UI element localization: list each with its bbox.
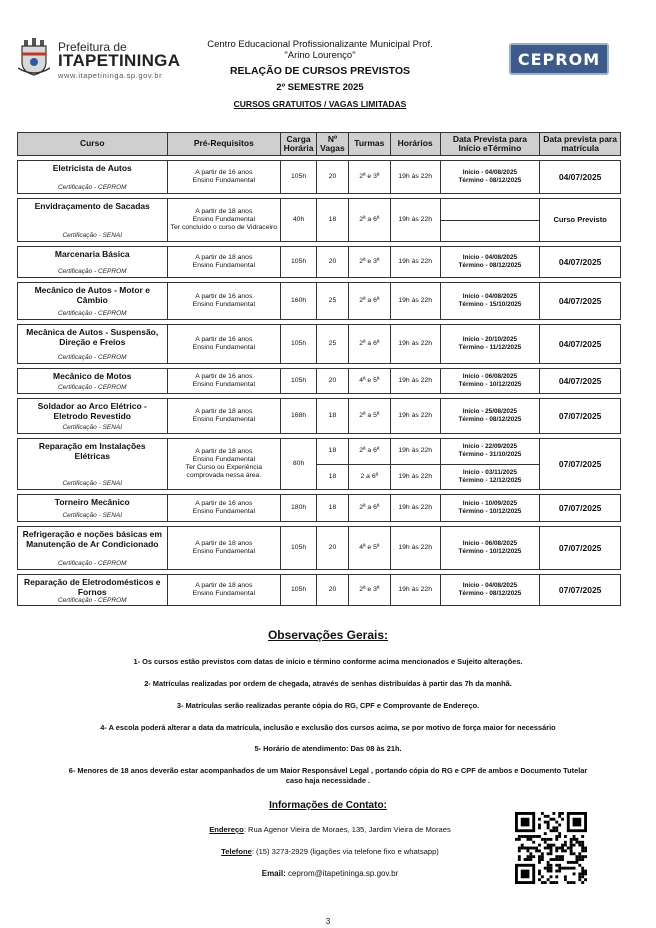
matricula-value: 04/07/2025 bbox=[558, 376, 602, 386]
course-certification: Certificação - SENAI bbox=[62, 424, 123, 431]
dates-a: Início - 22/09/2025 Término - 31/10/2025 bbox=[458, 443, 522, 459]
turmas-value: 2ª e 3ª bbox=[359, 586, 380, 593]
course-name: Marcenaria Básica bbox=[54, 249, 130, 259]
header-center bbox=[196, 39, 444, 109]
course-certification: Certificação - SENAI bbox=[62, 480, 123, 487]
prereq-cell bbox=[168, 369, 282, 393]
course-certification: Certificação - CEPROM bbox=[57, 597, 127, 604]
vagas-cell bbox=[317, 247, 349, 277]
horarios-value: 19h às 22h bbox=[398, 216, 432, 223]
turmas-cell bbox=[349, 399, 391, 433]
prereq-text: A partir de 18 anos Ensino Fundamental Ter concluído o curso de Vidraceiro bbox=[170, 208, 278, 231]
horarios-b: 19h às 22h bbox=[398, 472, 432, 480]
matricula-cell bbox=[540, 247, 620, 277]
ceprom-logo-text: CEPROM bbox=[517, 49, 601, 69]
observation-3: 3- Matrículas serão realizadas perante cópia do RG, CPF e Comprovante de Endereço. bbox=[176, 701, 480, 710]
course-cell bbox=[18, 439, 168, 489]
carga-value: 105h bbox=[291, 586, 307, 593]
vagas-a: 18 bbox=[328, 447, 337, 455]
prereq-cell bbox=[168, 527, 282, 569]
horarios-value: 19h às 22h bbox=[398, 173, 432, 180]
phone-label: Telefone bbox=[221, 847, 252, 856]
prereq-text: A partir de 16 anos Ensino Fundamental bbox=[192, 169, 255, 184]
prereq-text: A partir de 18 anos Ensino Fundamental Ter Curso ou Experiência comprovada nessa área. bbox=[185, 448, 262, 479]
turmas-cell bbox=[349, 575, 391, 605]
observation-1: 1- Os cursos estão previstos com datas de início e término conforme acima mencionados e Sujeito alterações. bbox=[133, 657, 523, 666]
dates-cell bbox=[441, 283, 541, 319]
matricula-cell bbox=[540, 161, 620, 193]
document-title: RELAÇÃO DE CURSOS PREVISTOS bbox=[229, 65, 411, 77]
ceprom-logo bbox=[509, 43, 609, 75]
vagas-cell bbox=[317, 199, 349, 241]
vagas-value: 20 bbox=[328, 377, 337, 384]
course-certification: Certificação - CEPROM bbox=[57, 268, 127, 275]
course-certification: Certificação - SENAI bbox=[62, 512, 123, 519]
matricula-cell bbox=[540, 199, 620, 241]
vagas-cell bbox=[317, 399, 349, 433]
prefeitura-label: Prefeitura de bbox=[58, 40, 127, 54]
horarios-cell bbox=[391, 527, 441, 569]
dates-cell bbox=[441, 161, 541, 193]
institution-name: "Arino Lourenço" bbox=[284, 50, 356, 61]
horarios-cell bbox=[391, 199, 441, 241]
col-prereq: Pré-Requisitos bbox=[168, 133, 282, 155]
phone-value: : (15) 3273-2929 (ligações via telefone fixo e whatsapp) bbox=[251, 847, 439, 856]
course-cell bbox=[18, 495, 168, 521]
course-certification: Certificação - CEPROM bbox=[57, 310, 127, 317]
horarios-cell bbox=[391, 575, 441, 605]
table-row bbox=[17, 574, 621, 606]
carga-cell bbox=[281, 575, 317, 605]
dates-value: Início - 06/08/2025 Término - 10/12/2025 bbox=[458, 540, 522, 555]
course-cell bbox=[18, 527, 168, 569]
course-certification: Certificação - CEPROM bbox=[57, 560, 127, 567]
vagas-value: 20 bbox=[328, 586, 337, 593]
matricula-value: 04/07/2025 bbox=[558, 172, 602, 182]
course-name: Refrigeração e noções básicas em Manutenção de Ar Condicionado bbox=[22, 529, 162, 549]
dates-cell bbox=[441, 199, 541, 241]
table-row bbox=[17, 160, 621, 194]
dates-value: Início - 04/08/2025 Término - 15/10/2025 bbox=[458, 293, 522, 308]
horarios-cell bbox=[391, 325, 441, 363]
observation-4: 4- A escola poderá alterar a data da matrícula, inclusão e exclusão dos cursos acima, se por motivo de força maior for necessário bbox=[100, 723, 556, 732]
prereq-text: A partir de 16 anos Ensino Fundamental bbox=[192, 373, 255, 388]
prereq-cell bbox=[168, 575, 282, 605]
carga-value: 105h bbox=[291, 377, 307, 384]
vagas-cell bbox=[317, 439, 349, 489]
carga-value: 80h bbox=[292, 460, 305, 467]
matricula-cell bbox=[540, 575, 620, 605]
dates-cell bbox=[441, 575, 541, 605]
matricula-cell bbox=[540, 439, 620, 489]
course-certification: Certificação - CEPROM bbox=[57, 184, 127, 191]
vagas-b: 18 bbox=[328, 472, 337, 480]
course-cell bbox=[18, 283, 168, 319]
matricula-cell bbox=[540, 495, 620, 521]
turmas-value: 2ª a 6ª bbox=[359, 340, 380, 347]
matricula-value: 04/07/2025 bbox=[558, 296, 602, 306]
contact-phone bbox=[140, 847, 520, 856]
carga-value: 105h bbox=[291, 173, 307, 180]
turmas-value: 4ª e 5ª bbox=[359, 544, 380, 551]
table-row bbox=[17, 368, 621, 394]
col-matricula: Data prevista para matrícula bbox=[543, 133, 617, 153]
turmas-cell bbox=[349, 495, 391, 521]
turmas-cell bbox=[349, 439, 391, 489]
carga-value: 105h bbox=[291, 258, 307, 265]
vagas-value: 18 bbox=[328, 504, 337, 511]
courses-table bbox=[17, 132, 621, 606]
course-name: Mecânico de Autos - Motor e Câmbio bbox=[34, 285, 150, 305]
col-curso: Curso bbox=[18, 133, 168, 155]
vagas-cell bbox=[317, 283, 349, 319]
dates-cell bbox=[441, 369, 541, 393]
table-row bbox=[17, 398, 621, 434]
course-name: Mecânica de Autos - Suspensão, Direção e Freios bbox=[26, 327, 159, 347]
course-name: Torneiro Mecânico bbox=[54, 497, 130, 507]
dates-value: Início - 10/09/2025 Término - 10/12/2025 bbox=[458, 500, 522, 515]
address-label: Endereço bbox=[209, 825, 244, 834]
address-value: : Rua Agenor Vieira de Moraes, 135, Jardim Vieira de Moraes bbox=[243, 825, 451, 834]
semester: 2º SEMESTRE 2025 bbox=[276, 82, 364, 93]
document-subtitle: CURSOS GRATUITOS / VAGAS LIMITADAS bbox=[233, 99, 407, 109]
course-cell bbox=[18, 199, 168, 241]
dates-value: Início - 04/08/2025 Término - 08/12/2025 bbox=[458, 169, 522, 184]
observation-5: 5- Horário de atendimento: Das 08 às 21h. bbox=[254, 744, 402, 753]
matricula-value: 07/07/2025 bbox=[558, 503, 602, 513]
turmas-b: 2 a 6ª bbox=[360, 472, 379, 480]
dates-cell bbox=[441, 325, 541, 363]
vagas-value: 20 bbox=[328, 173, 337, 180]
carga-value: 168h bbox=[291, 412, 307, 419]
horarios-value: 19h às 22h bbox=[398, 258, 432, 265]
horarios-value: 19h às 22h bbox=[398, 340, 432, 347]
turmas-value: 4ª e 5ª bbox=[359, 377, 380, 384]
horarios-cell bbox=[391, 247, 441, 277]
table-row bbox=[17, 198, 621, 242]
horarios-cell bbox=[391, 369, 441, 393]
prereq-cell bbox=[168, 247, 282, 277]
horarios-value: 19h às 22h bbox=[398, 297, 432, 304]
course-certification: Certificação - CEPROM bbox=[57, 354, 127, 361]
turmas-a: 2ª a 6ª bbox=[359, 447, 380, 455]
email-label: Email: bbox=[261, 869, 286, 878]
city-crest-icon bbox=[18, 38, 50, 76]
horarios-cell bbox=[391, 439, 441, 489]
course-certification: Certificação - CEPROM bbox=[57, 384, 127, 391]
dates-cell bbox=[441, 247, 541, 277]
course-name: Envidraçamento de Sacadas bbox=[34, 201, 150, 211]
qr-code-icon[interactable] bbox=[515, 812, 587, 884]
col-vagas: Nº Vagas bbox=[317, 133, 349, 155]
horarios-value: 19h às 22h bbox=[398, 377, 432, 384]
matricula-value: 04/07/2025 bbox=[558, 257, 602, 267]
dates-b: Início - 03/11/2025 Término - 12/12/2025 bbox=[458, 468, 522, 484]
horarios-cell bbox=[391, 161, 441, 193]
turmas-value: 2ª a 5ª bbox=[359, 412, 380, 419]
carga-value: 105h bbox=[291, 340, 307, 347]
carga-cell bbox=[281, 161, 317, 193]
vagas-cell bbox=[317, 495, 349, 521]
matricula-value: 07/07/2025 bbox=[558, 459, 602, 469]
carga-cell bbox=[281, 399, 317, 433]
course-name: Soldador ao Arco Elétrico - Eletrodo Revestido bbox=[37, 401, 147, 421]
dates-value: Início - 04/08/2025 Término - 08/12/2025 bbox=[458, 582, 522, 597]
dates-cell bbox=[441, 399, 541, 433]
dates-cell bbox=[441, 439, 541, 489]
carga-cell bbox=[281, 325, 317, 363]
carga-value: 180h bbox=[291, 504, 307, 511]
prereq-cell bbox=[168, 439, 282, 489]
turmas-value: 2ª e 3ª bbox=[359, 258, 380, 265]
horarios-value: 19h às 22h bbox=[398, 586, 432, 593]
table-row bbox=[17, 494, 621, 522]
prereq-cell bbox=[168, 325, 282, 363]
prereq-cell bbox=[168, 161, 282, 193]
prereq-text: A partir de 18 anos Ensino Fundamental bbox=[192, 582, 255, 597]
vagas-cell bbox=[317, 575, 349, 605]
carga-cell bbox=[281, 283, 317, 319]
prereq-cell bbox=[168, 495, 282, 521]
contact-title: Informações de Contato: bbox=[269, 800, 387, 811]
horarios-cell bbox=[391, 399, 441, 433]
course-cell bbox=[18, 325, 168, 363]
turmas-value: 2ª e 3ª bbox=[359, 173, 380, 180]
carga-cell bbox=[281, 495, 317, 521]
matricula-cell bbox=[540, 325, 620, 363]
turmas-value: 2ª a 6ª bbox=[359, 216, 380, 223]
email-value[interactable]: ceprom@itapetininga.sp.gov.br bbox=[287, 869, 399, 878]
table-header bbox=[17, 132, 621, 156]
horarios-cell bbox=[391, 283, 441, 319]
matricula-value: Curso Previsto bbox=[553, 215, 607, 224]
vagas-value: 18 bbox=[328, 216, 337, 223]
city-url: www.itapetininga.sp.gov.br bbox=[58, 71, 163, 80]
col-turmas: Turmas bbox=[349, 133, 391, 155]
course-cell bbox=[18, 369, 168, 393]
table-row bbox=[17, 282, 621, 320]
observations-title: Observações Gerais: bbox=[267, 628, 389, 642]
contact-email bbox=[140, 869, 520, 878]
vagas-value: 20 bbox=[328, 544, 337, 551]
document-header bbox=[0, 34, 656, 124]
city-name: ITAPETININGA bbox=[58, 51, 181, 70]
matricula-value: 07/07/2025 bbox=[558, 411, 602, 421]
prereq-cell bbox=[168, 399, 282, 433]
dates-value: Início - 06/08/2025 Término - 10/12/2025 bbox=[458, 373, 522, 388]
observation-6: 6- Menores de 18 anos deverão estar acompanhados de um Maior Responsável Legal , portando cópia do RG e CPF de ambos e Documento Tutelar caso haja necessidade . bbox=[68, 766, 588, 785]
course-name: Reparação de Eletrodomésticos e Fornos bbox=[23, 577, 161, 597]
table-row bbox=[17, 246, 621, 278]
course-cell bbox=[18, 575, 168, 605]
course-name: Reparação em Instalações Elétricas bbox=[38, 441, 146, 461]
turmas-cell bbox=[349, 283, 391, 319]
matricula-cell bbox=[540, 283, 620, 319]
vagas-value: 25 bbox=[328, 340, 337, 347]
horarios-a: 19h às 22h bbox=[398, 447, 432, 455]
prereq-text: A partir de 18 anos Ensino Fundamental bbox=[192, 408, 255, 423]
turmas-cell bbox=[349, 199, 391, 241]
carga-value: 160h bbox=[291, 297, 307, 304]
prereq-text: A partir de 16 anos Ensino Fundamental bbox=[192, 336, 255, 351]
prereq-text: A partir de 16 anos Ensino Fundamental bbox=[192, 500, 255, 515]
horarios-value: 19h às 22h bbox=[398, 412, 432, 419]
vagas-value: 25 bbox=[328, 297, 337, 304]
col-horarios: Horários bbox=[391, 133, 441, 155]
page-number: 3 bbox=[325, 917, 331, 926]
course-cell bbox=[18, 399, 168, 433]
contact-address bbox=[140, 825, 520, 834]
turmas-value: 2ª a 6ª bbox=[359, 297, 380, 304]
turmas-cell bbox=[349, 247, 391, 277]
table-row bbox=[17, 526, 621, 570]
course-name: Eletricista de Autos bbox=[52, 163, 132, 173]
matricula-value: 04/07/2025 bbox=[558, 339, 602, 349]
prereq-cell bbox=[168, 199, 282, 241]
turmas-cell bbox=[349, 161, 391, 193]
col-datas: Data Prevista para Início eTérmino bbox=[441, 133, 541, 155]
course-cell bbox=[18, 161, 168, 193]
course-name: Mecânico de Motos bbox=[53, 371, 132, 381]
carga-cell bbox=[281, 369, 317, 393]
turmas-value: 2ª a 6ª bbox=[359, 504, 380, 511]
prefeitura-logo bbox=[18, 38, 194, 82]
vagas-value: 20 bbox=[328, 258, 337, 265]
table-row bbox=[17, 324, 621, 364]
carga-cell bbox=[281, 247, 317, 277]
dates-value: Início - 04/08/2025 Término - 08/12/2025 bbox=[458, 254, 522, 269]
turmas-cell bbox=[349, 325, 391, 363]
prereq-text: A partir de 16 anos Ensino Fundamental bbox=[192, 293, 255, 308]
vagas-value: 18 bbox=[328, 412, 337, 419]
vagas-cell bbox=[317, 369, 349, 393]
col-carga: Carga Horária bbox=[281, 133, 317, 155]
turmas-cell bbox=[349, 527, 391, 569]
prereq-text: A partir de 18 anos Ensino Fundamental bbox=[192, 254, 255, 269]
matricula-value: 07/07/2025 bbox=[558, 543, 602, 553]
matricula-cell bbox=[540, 369, 620, 393]
prereq-text: A partir de 18 anos Ensino Fundamental bbox=[192, 540, 255, 555]
carga-value: 105h bbox=[291, 544, 307, 551]
course-cell bbox=[18, 247, 168, 277]
dates-value: Início - 25/08/2025 Término - 08/12/2025 bbox=[458, 408, 522, 423]
carga-cell bbox=[281, 199, 317, 241]
prereq-cell bbox=[168, 283, 282, 319]
carga-cell bbox=[281, 439, 317, 489]
carga-value: 40h bbox=[292, 216, 305, 223]
matricula-value: 07/07/2025 bbox=[558, 585, 602, 595]
dates-cell bbox=[441, 527, 541, 569]
matricula-cell bbox=[540, 527, 620, 569]
table-row bbox=[17, 438, 621, 490]
horarios-cell bbox=[391, 495, 441, 521]
matricula-cell bbox=[540, 399, 620, 433]
vagas-cell bbox=[317, 161, 349, 193]
course-certification: Certificação - SENAI bbox=[62, 232, 123, 239]
dates-cell bbox=[441, 495, 541, 521]
carga-cell bbox=[281, 527, 317, 569]
vagas-cell bbox=[317, 527, 349, 569]
dates-value: Início - 20/10/2025 Término - 11/12/2025 bbox=[458, 336, 522, 351]
turmas-cell bbox=[349, 369, 391, 393]
horarios-value: 19h às 22h bbox=[398, 544, 432, 551]
horarios-value: 19h às 22h bbox=[398, 504, 432, 511]
institution: Centro Educacional Profissionalizante Municipal Prof. bbox=[207, 39, 433, 50]
vagas-cell bbox=[317, 325, 349, 363]
observation-2: 2- Matrículas realizadas por ordem de chegada, através de senhas distribuídas à partir das 7h da manhã. bbox=[144, 679, 512, 688]
